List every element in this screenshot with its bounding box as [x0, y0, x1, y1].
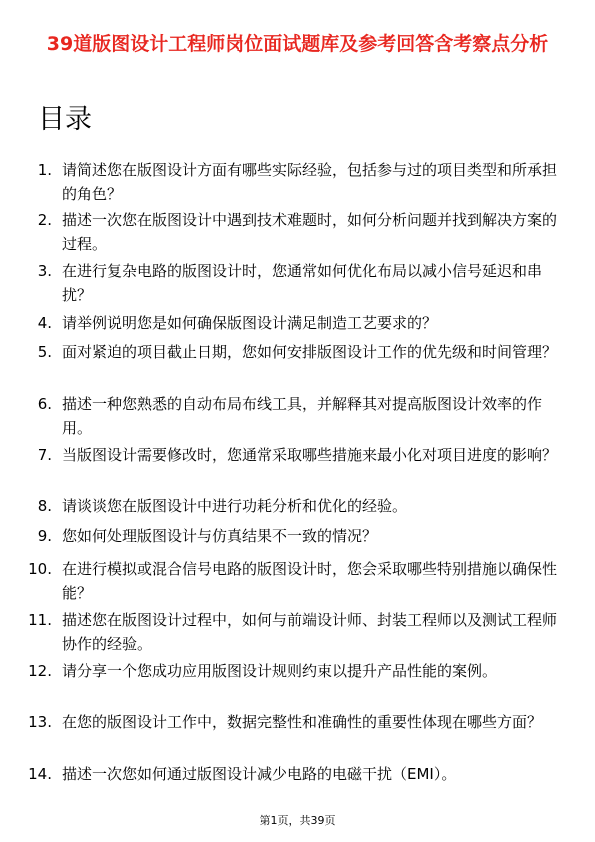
toc-item-number: 11. — [28, 611, 52, 629]
document-title: 39道版图设计工程师岗位面试题库及参考回答含考察点分析 — [46, 33, 549, 55]
toc-item-text: 请谈谈您在版图设计中进行功耗分析和优化的经验。 — [62, 497, 408, 515]
toc-item-number: 8. — [37, 497, 52, 515]
toc-item-number: 6. — [37, 395, 52, 413]
toc-item-text: 描述您在版图设计过程中，如何与前端设计师、封装工程师以及测试工程师协作的经验。 — [62, 611, 558, 653]
toc-item-text: 请举例说明您是如何确保版图设计满足制造工艺要求的？ — [62, 314, 438, 332]
toc-item-number: 1. — [37, 161, 52, 179]
toc-item-text: 面对紧迫的项目截止日期，您如何安排版图设计工作的优先级和时间管理？ — [62, 343, 558, 361]
toc-item-number: 9. — [37, 527, 52, 545]
toc-item-number: 14. — [28, 765, 52, 783]
toc-item-text: 描述一种您熟悉的自动布局布线工具，并解释其对提高版图设计效率的作用。 — [62, 395, 543, 437]
toc-item-number: 3. — [37, 262, 52, 280]
toc-item-number: 2. — [37, 211, 52, 229]
toc-item-number: 13. — [28, 713, 52, 731]
toc-heading: 目录 — [38, 104, 92, 135]
toc-item-number: 7. — [37, 446, 52, 464]
toc-item-number: 4. — [37, 314, 52, 332]
toc-item-text: 请简述您在版图设计方面有哪些实际经验，包括参与过的项目类型和所承担的角色？ — [62, 161, 558, 203]
toc-item-text: 在进行复杂电路的版图设计时，您通常如何优化布局以减小信号延迟和串扰？ — [62, 262, 543, 304]
toc-item-number: 5. — [37, 343, 52, 361]
toc-item-text: 您如何处理版图设计与仿真结果不一致的情况？ — [62, 527, 378, 545]
toc-item-number: 10. — [28, 560, 52, 578]
toc-item-text: 在进行模拟或混合信号电路的版图设计时，您会采取哪些特别措施以确保性能？ — [62, 560, 558, 602]
page-footer: 第1页，共39页 — [259, 814, 336, 827]
toc-item-text: 请分享一个您成功应用版图设计规则约束以提升产品性能的案例。 — [62, 662, 498, 680]
toc-item-text: 描述一次您在版图设计中遇到技术难题时，如何分析问题并找到解决方案的过程。 — [62, 211, 558, 253]
toc-item-text: 当版图设计需要修改时，您通常采取哪些措施来最小化对项目进度的影响？ — [62, 446, 558, 464]
toc-item-number: 12. — [28, 662, 52, 680]
toc-item-text: 描述一次您如何通过版图设计减少电路的电磁干扰（EMI）。 — [62, 765, 457, 783]
toc-item-text: 在您的版图设计工作中，数据完整性和准确性的重要性体现在哪些方面？ — [62, 713, 543, 731]
